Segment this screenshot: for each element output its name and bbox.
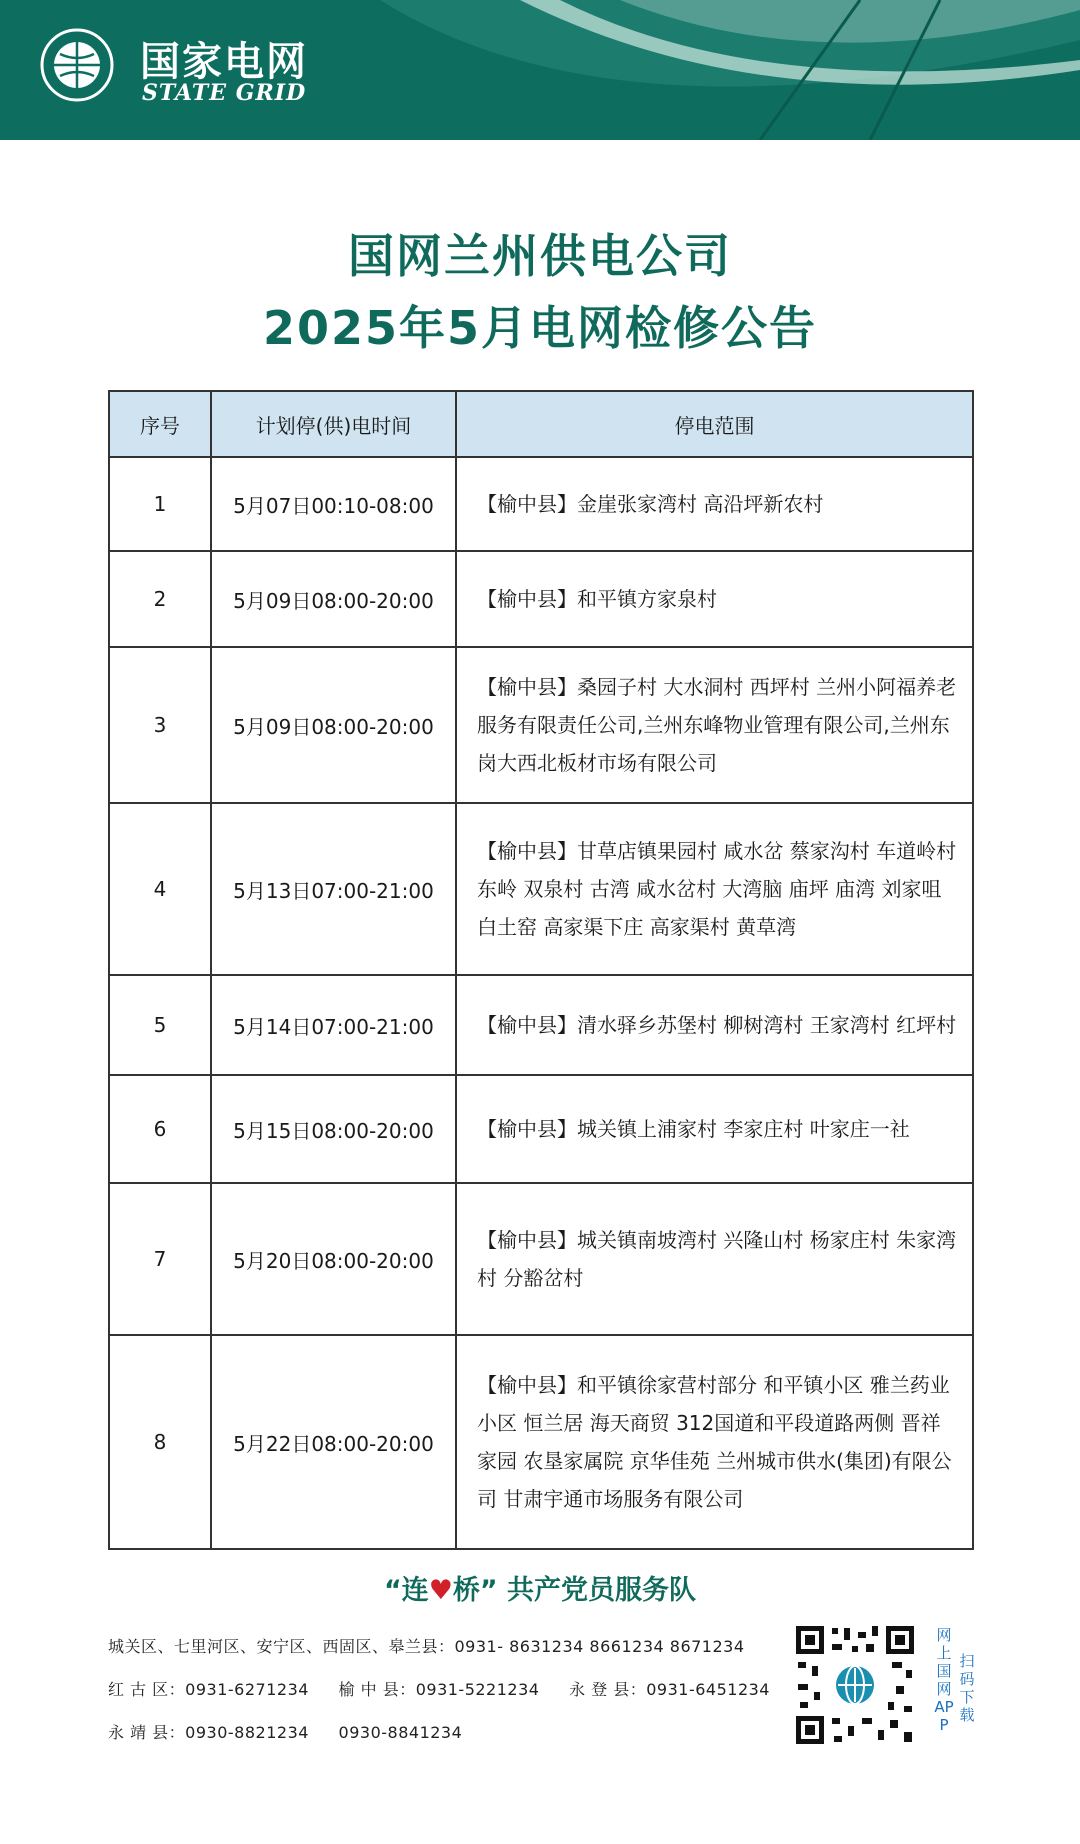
contact-line-1 (108, 1634, 769, 1657)
header-banner (0, 0, 1080, 140)
row-number: 5 (109, 975, 211, 1075)
row-number: 2 (109, 551, 211, 647)
table-row (109, 1183, 973, 1335)
contact-line-2 (108, 1677, 794, 1700)
app-name-label: 网上国网APP (934, 1626, 954, 1734)
table-row (109, 803, 973, 975)
row-area: 【榆中县】城关镇南坡湾村 兴隆山村 杨家庄村 朱家湾村 分豁岔村 (456, 1183, 973, 1335)
contact-yongdeng: 永 登 县：0931-6451234 (569, 1680, 770, 1699)
table-row (109, 975, 973, 1075)
header-area: 停电范围 (456, 391, 973, 457)
row-number: 8 (109, 1335, 211, 1549)
row-number: 3 (109, 647, 211, 803)
row-area: 【榆中县】金崖张家湾村 高沿坪新农村 (456, 457, 973, 551)
contact-yuzhong: 榆 中 县：0931-5221234 (338, 1680, 540, 1699)
row-time: 5月14日07:00-21:00 (211, 975, 456, 1075)
brand-name-cn: 国家电网 (140, 39, 308, 85)
page-title-line1: 国网兰州供电公司 (348, 229, 732, 283)
row-number: 7 (109, 1183, 211, 1335)
row-time: 5月13日07:00-21:00 (211, 803, 456, 975)
brand-name-en: STATE GRID (142, 80, 307, 106)
heart-icon: ♥ (428, 1575, 453, 1606)
header-time: 计划停(供)电时间 (211, 391, 456, 457)
row-area: 【榆中县】和平镇徐家营村部分 和平镇小区 雅兰药业小区 恒兰居 海天商贸 312国道和平段道路两侧 晋祥家园 农垦家属院 京华佳苑 兰州城市供水(集团)有限公司 甘肃宇通市场服务有限公司 (456, 1335, 973, 1549)
app-scan-label: 扫码下载 (959, 1652, 975, 1724)
table-row (109, 551, 973, 647)
contact-yongjing-2: 0930-8841234 (338, 1723, 463, 1742)
header-no: 序号 (109, 391, 211, 457)
contact-honggu: 红 古 区：0931-6271234 (108, 1680, 309, 1699)
page-title-line2: 2025年5月电网检修公告 (262, 301, 818, 355)
maintenance-table (108, 390, 974, 1550)
contact-city-districts: 城关区、七里河区、安宁区、西固区、皋兰县：0931- 8631234 8661234 8671234 (108, 1637, 745, 1656)
state-grid-globe-icon (40, 28, 114, 102)
table-row (109, 1075, 973, 1183)
row-area: 【榆中县】清水驿乡苏堡村 柳树湾村 王家湾村 红坪村 (456, 975, 973, 1075)
contact-line-3 (108, 1720, 486, 1743)
table-row (109, 1335, 973, 1549)
row-number: 4 (109, 803, 211, 975)
row-number: 1 (109, 457, 211, 551)
row-area: 【榆中县】甘草店镇果园村 咸水岔 蔡家沟村 车道岭村 东岭 双泉村 古湾 咸水岔村 大湾脑 庙坪 庙湾 刘家咀 白土窑 高家渠下庄 高家渠村 黄草湾 (456, 803, 973, 975)
row-time: 5月09日08:00-20:00 (211, 551, 456, 647)
table-row (109, 647, 973, 803)
row-time: 5月09日08:00-20:00 (211, 647, 456, 803)
row-area: 【榆中县】城关镇上浦家村 李家庄村 叶家庄一社 (456, 1075, 973, 1183)
row-area: 【榆中县】桑园子村 大水洞村 西坪村 兰州小阿福养老服务有限责任公司,兰州东峰物业管理有限公司,兰州东岗大西北板材市场有限公司 (456, 647, 973, 803)
row-time: 5月07日00:10-08:00 (211, 457, 456, 551)
party-prefix: “连 (383, 1575, 429, 1606)
row-number: 6 (109, 1075, 211, 1183)
row-time: 5月22日08:00-20:00 (211, 1335, 456, 1549)
party-service-team-title (0, 1568, 1080, 1607)
row-time: 5月20日08:00-20:00 (211, 1183, 456, 1335)
party-suffix: 桥” 共产党员服务队 (452, 1575, 697, 1606)
table-header-row (109, 391, 973, 457)
row-area: 【榆中县】和平镇方家泉村 (456, 551, 973, 647)
qr-code-icon[interactable] (792, 1622, 918, 1748)
row-time: 5月15日08:00-20:00 (211, 1075, 456, 1183)
table-row (109, 457, 973, 551)
contact-yongjing: 永 靖 县：0930-8821234 (108, 1723, 309, 1742)
